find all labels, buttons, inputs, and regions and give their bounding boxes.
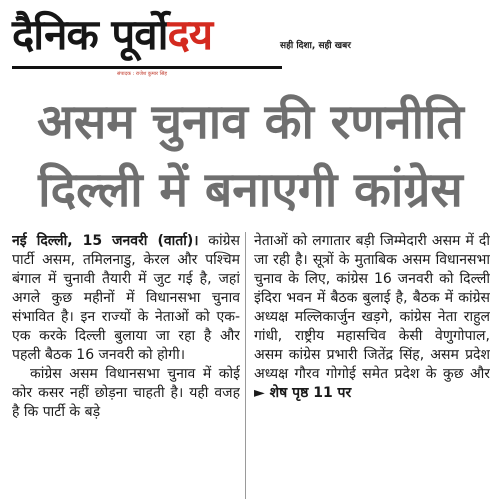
logo-underline [12, 66, 282, 69]
headline-line-1: असम चुनाव की रणनीति [37, 94, 464, 150]
masthead-sub-tagline: संपादक : राजेश कुमार सिंह [117, 71, 168, 77]
article-headline [0, 88, 501, 224]
masthead [0, 0, 501, 84]
article-paragraph-1: कांग्रेस पार्टी असम, तमिलनाडु, केरल और पश्चिम बंगाल में चुनावी तैयारी में जुट गई है, जहां अगले कुछ महीनों में विधानसभा चुनाव संभावित है। इन राज्यों के नेताओं को एक-एक करके दिल्ली बुलाया जा रहा है और पहली बैठक 16 जनवरी को होगी। [12, 233, 240, 363]
headline-line-2: दिल्ली में बनाएगी कांग्रेस [38, 162, 463, 218]
column-divider [245, 232, 246, 499]
continued-on-page-link[interactable]: ► शेष पृष्ठ 11 पर [254, 385, 352, 401]
article-dateline: नई दिल्ली, 15 जनवरी (वार्ता)। [12, 233, 199, 249]
logo-text-part2: दय [167, 10, 213, 59]
masthead-tagline: सही दिशा, सही खबर [280, 41, 351, 51]
article-column-right [254, 232, 490, 499]
article-paragraph-3: नेताओं को लगातार बड़ी जिम्मेदारी असम में दी जा रही है। सूत्रों के मुताबिक असम विधानसभा चुनाव के लिए, कांग्रेस 16 जनवरी को दिल्ली इंदिरा भवन में बैठक बुलाई है, बैठक में कांग्रेस अध्यक्ष मल्लिकार्जुन खड़गे, कांग्रेस नेता राहुल गांधी, राष्ट्रीय महासचिव केसी वेणुगोपाल, असम कांग्रेस प्रभारी जितेंद्र सिंह, असम प्रदेश अध्यक्ष गौरव गोगोई समेत प्रदेश के कुछ और [254, 233, 490, 382]
newspaper-logo [12, 4, 274, 66]
article-paragraph-2: कांग्रेस असम विधानसभा चुनाव में कोई कोर कसर नहीं छोड़ना चाहती है। यही वजह है कि पार्टी के बड़े [12, 366, 240, 420]
article-column-left [12, 232, 240, 499]
logo-text-part1: दैनिक पूर्वो [12, 10, 168, 59]
